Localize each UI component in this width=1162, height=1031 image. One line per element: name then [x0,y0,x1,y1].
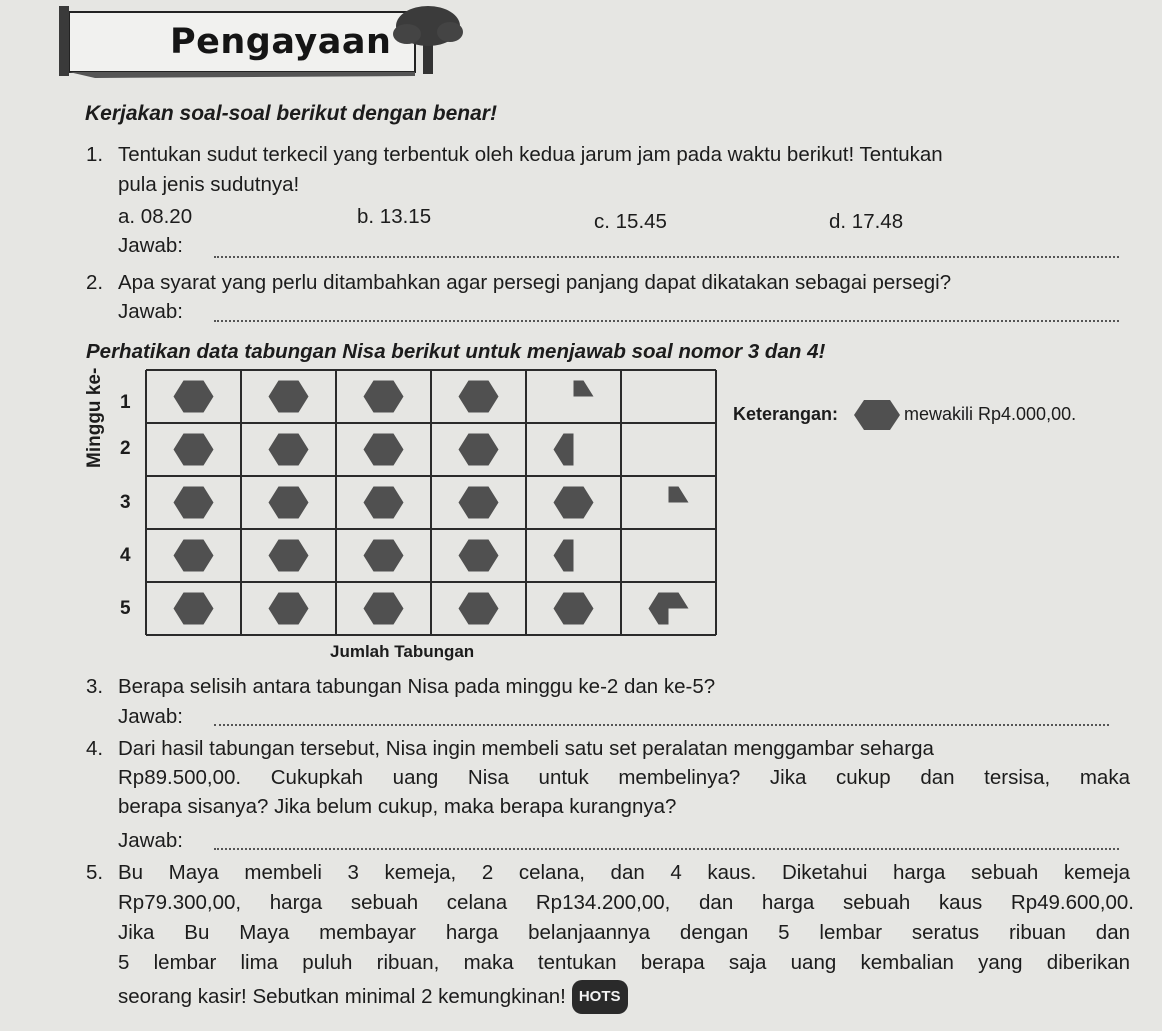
hexagon-icon-week-3 [554,487,594,519]
hexagon-icon-week-3 [459,487,499,519]
legend-note: mewakili Rp4.000,00. [904,404,1077,424]
partial-hexagon-icon-week-2 [554,434,574,466]
hexagon-icon-week-2 [459,434,499,466]
question-number: 2. [86,271,104,294]
option-d: d. 17.48 [829,210,904,233]
legend-label: Keterangan: [733,404,839,424]
hexagon-icon-week-1 [459,381,499,413]
partial-hexagon-icon-week-1 [574,381,594,397]
hexagon-icon-week-1 [174,381,214,413]
legend-hexagon-icon [852,398,902,432]
row-label-2: 2 [120,438,131,459]
question-number: 4. [86,737,104,760]
answer-line[interactable] [214,848,1119,850]
grid [146,370,716,635]
y-axis-label: Minggu ke- [84,367,105,468]
option-a: a. 08.20 [118,205,193,228]
question-2-text: Apa syarat yang perlu ditambahkan agar persegi panjang dapat dikatakan sebagai persegi? [118,271,952,294]
partial-hexagon-icon-week-4 [554,540,574,572]
hexagon-icon-week-3 [364,487,404,519]
x-axis-label: Jumlah Tabungan [330,642,475,661]
option-c: c. 15.45 [594,210,667,233]
option-b: b. 13.15 [357,205,432,228]
question-5-line-2: Rp79.300,00, harga sebuah celana Rp134.200,00, dan harga sebuah kaus Rp49.600,00. [118,891,1134,914]
partial-hexagon-icon-week-3 [669,487,689,503]
question-3-text: Berapa selisih antara tabungan Nisa pada minggu ke-2 dan ke-5? [118,675,716,698]
question-5-line-1: Bu Maya membeli 3 kemeja, 2 celana, dan 4 kaus. Diketahui harga sebuah kemeja [118,861,1130,884]
hexagon-icon-week-4 [174,540,214,572]
data-intro: Perhatikan data tabungan Nisa berikut untuk menjawab soal nomor 3 dan 4! [86,340,826,363]
question-5-line-4: 5 lembar lima puluh ribuan, maka tentukan berapa saja uang kembalian yang diberikan [118,951,1130,974]
row-label-5: 5 [120,598,131,619]
answer-line[interactable] [214,724,1109,726]
question-1-line-1: Tentukan sudut terkecil yang terbentuk oleh kedua jarum jam pada waktu berikut! Tentukan [118,143,943,166]
hexagon-icon-week-5 [459,593,499,625]
question-5-line-3: Jika Bu Maya membayar harga belanjaannya dengan 5 lembar seratus ribuan dan [118,921,1130,944]
answer-label: Jawab: [118,705,183,728]
hexagon-icon-week-5 [364,593,404,625]
question-4-line-3: berapa sisanya? Jika belum cukup, maka berapa kurangnya? [118,795,677,818]
hexagon-icon-week-2 [269,434,309,466]
question-1-line-2: pula jenis sudutnya! [118,173,300,196]
hexagon-icon-week-2 [364,434,404,466]
hexagon-icon-week-5 [174,593,214,625]
question-number: 1. [86,143,104,166]
page-title: Pengayaan [170,22,392,62]
hexagon-icon-week-3 [269,487,309,519]
hexagon-icon-week-5 [269,593,309,625]
row-label-4: 4 [120,545,131,566]
hexagon-icon-week-4 [459,540,499,572]
hexagon-icon-week-2 [174,434,214,466]
question-4-line-2: Rp89.500,00. Cukupkah uang Nisa untuk membelinya? Jika cukup dan tersisa, maka [118,766,1130,789]
answer-label: Jawab: [118,829,183,852]
partial-hexagon-icon-week-5 [649,593,689,625]
row-label-1: 1 [120,392,131,413]
question-5-line-5: seorang kasir! Sebutkan minimal 2 kemungkinan! [118,985,566,1008]
hexagon-icon-week-5 [554,593,594,625]
hots-badge: HOTS [572,980,628,1014]
hexagon-icon-week-1 [364,381,404,413]
answer-label: Jawab: [118,300,183,323]
instruction-text: Kerjakan soal-soal berikut dengan benar! [85,102,497,125]
question-5-line-5-wrap [118,980,628,1014]
hexagon-icon-week-4 [269,540,309,572]
hexagon-icon-week-3 [174,487,214,519]
question-number: 5. [86,861,104,884]
question-number: 3. [86,675,104,698]
answer-label: Jawab: [118,234,183,257]
hexagon-icon-week-1 [269,381,309,413]
row-label-3: 3 [120,492,131,513]
question-4-line-1: Dari hasil tabungan tersebut, Nisa ingin membeli satu set peralatan menggambar seharga [118,737,934,760]
hexagon-icon-week-4 [364,540,404,572]
